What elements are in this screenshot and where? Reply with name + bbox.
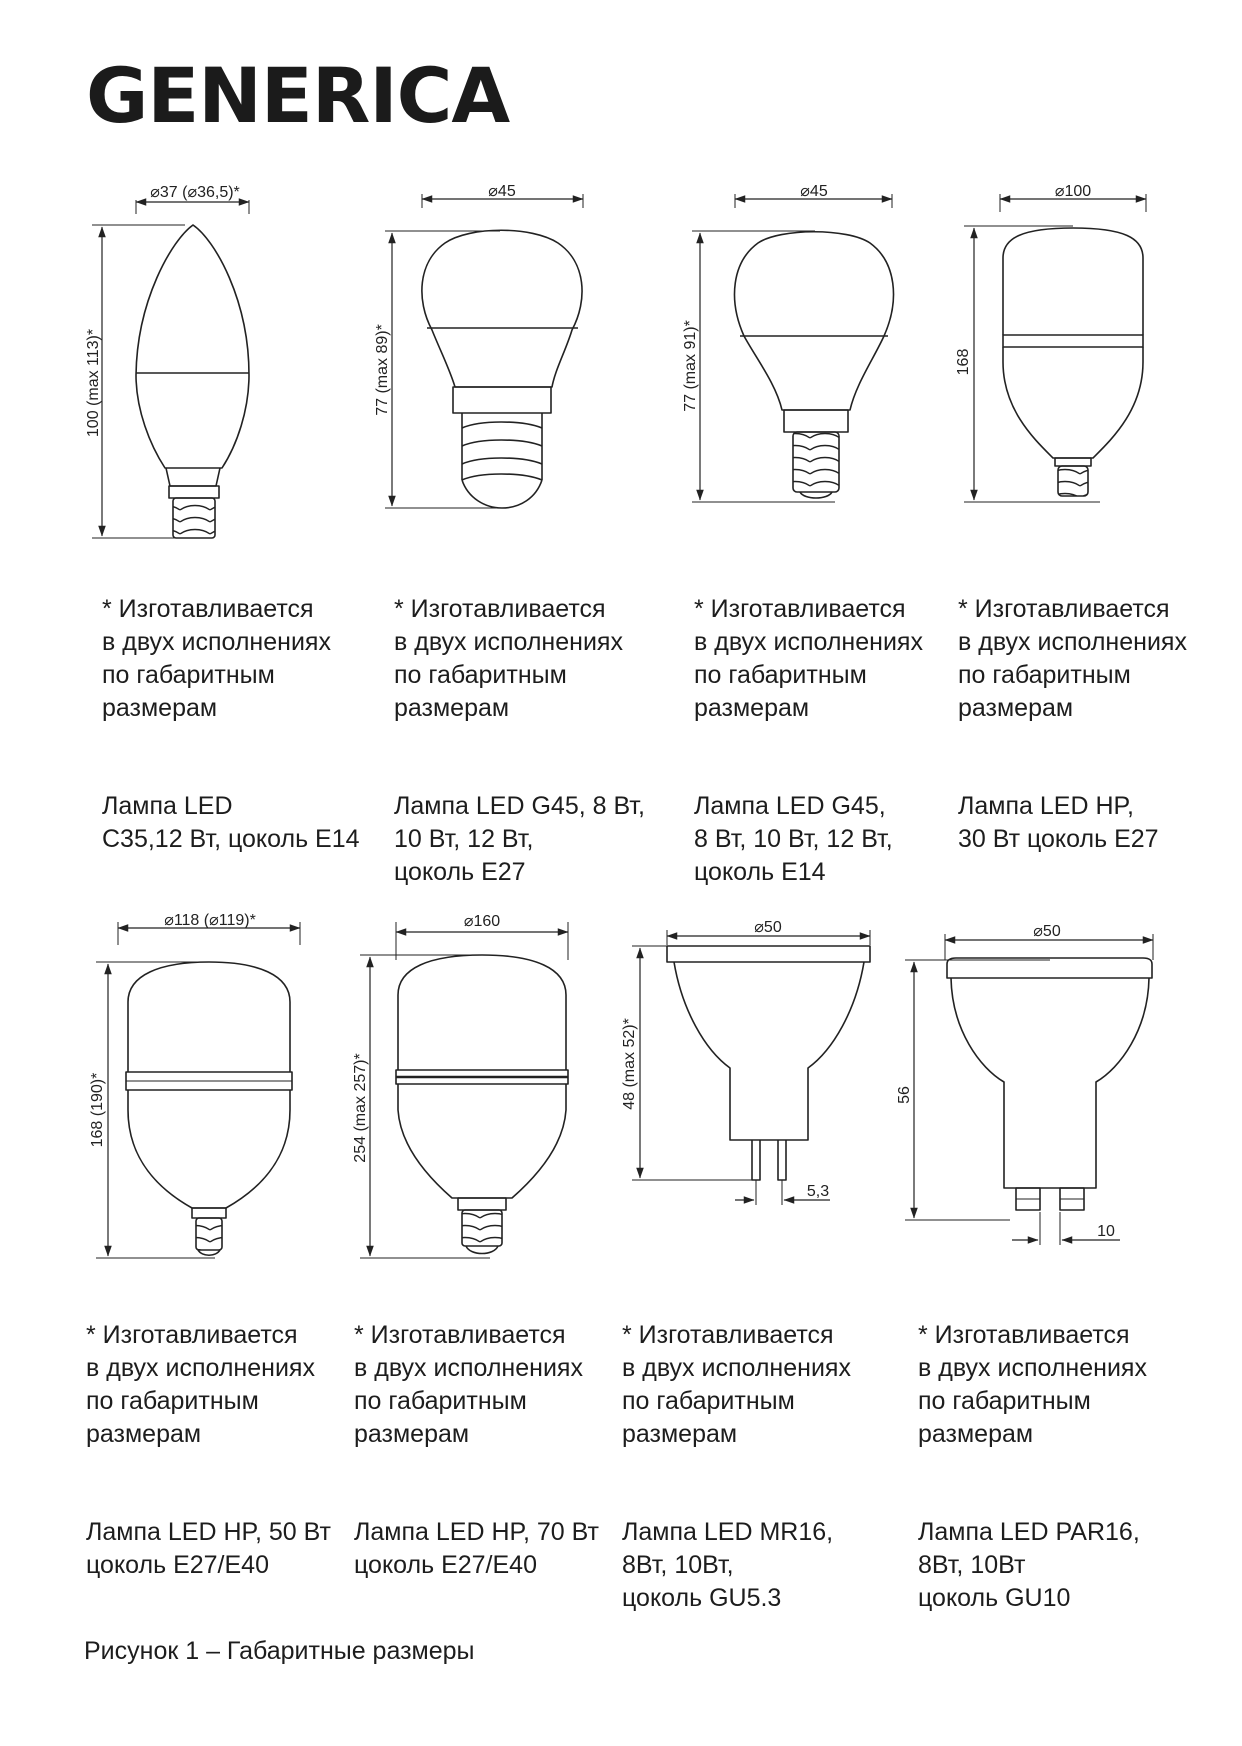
- lamp-note: * Изготавливается в двух исполнениях по габаритным размерам: [86, 1321, 315, 1448]
- lamp-note: * Изготавливается в двух исполнениях по габаритным размерам: [394, 595, 623, 722]
- lamp-caption: [918, 1286, 1147, 1648]
- lamp-g45-e14-drawing: [682, 183, 893, 502]
- lamp-note: * Изготавливается в двух исполнениях по габаритным размерам: [694, 595, 923, 722]
- lamp-caption: [86, 1286, 331, 1615]
- lamp-name: Лампа LED C35,12 Вт, цоколь E14: [102, 792, 360, 853]
- dim-height: 56: [896, 1086, 913, 1104]
- dim-diameter: ⌀45: [800, 183, 828, 200]
- lamp-note: * Изготавливается в двух исполнениях по габаритным размерам: [958, 595, 1187, 722]
- lamp-name: Лампа LED G45, 8 Вт, 10 Вт, 12 Вт, цоколь E27: [394, 792, 645, 886]
- lamp-name: Лампа LED HP, 50 Вт цоколь E27/E40: [86, 1518, 331, 1579]
- dim-height: 77 (max 91)*: [682, 320, 699, 412]
- dim-height: 168: [955, 348, 972, 376]
- lamp-note: * Изготавливается в двух исполнениях по габаритным размерам: [354, 1321, 583, 1448]
- dim-diameter: ⌀160: [463, 913, 501, 930]
- lamp-hp30-drawing: [955, 183, 1146, 502]
- dim-diameter: ⌀100: [1054, 183, 1092, 200]
- dim-height: 168 (190)*: [89, 1072, 106, 1148]
- dim-diameter: ⌀118 (⌀119)*: [164, 912, 256, 929]
- lamp-name: Лампа LED HP, 30 Вт цоколь E27: [958, 792, 1159, 853]
- dim-diameter: ⌀50: [754, 919, 782, 936]
- lamp-note: * Изготавливается в двух исполнениях по габаритным размерам: [622, 1321, 851, 1448]
- dim-diameter: ⌀50: [1033, 923, 1061, 940]
- lamp-caption: [694, 560, 923, 922]
- lamp-candle-drawing: [85, 184, 249, 538]
- dim-height: 48 (max 52)*: [621, 1018, 638, 1110]
- dim-height: 100 (max 113)*: [85, 328, 102, 438]
- dim-height: 77 (max 89)*: [374, 324, 391, 416]
- lamp-name: Лампа LED G45, 8 Вт, 10 Вт, 12 Вт, цоколь E14: [694, 792, 893, 886]
- lamp-caption: [394, 560, 645, 922]
- lamp-caption: [622, 1286, 851, 1648]
- dim-diameter: ⌀45: [488, 183, 516, 200]
- lamp-note: * Изготавливается в двух исполнениях по габаритным размерам: [918, 1321, 1147, 1448]
- lamp-name: Лампа LED PAR16, 8Вт, 10Вт цоколь GU10: [918, 1518, 1140, 1612]
- dim-pin-spacing: 10: [1097, 1223, 1115, 1240]
- lamp-name: Лампа LED HP, 70 Вт цоколь E27/E40: [354, 1518, 599, 1579]
- dim-diameter: ⌀37 (⌀36,5)*: [150, 184, 240, 201]
- lamp-caption: [102, 560, 360, 889]
- dim-height: 254 (max 257)*: [352, 1053, 369, 1163]
- lamp-name: Лампа LED MR16, 8Вт, 10Вт, цоколь GU5.3: [622, 1518, 834, 1612]
- figure-caption: Рисунок 1 – Габаритные размеры: [84, 1637, 475, 1665]
- lamp-hp50-drawing: [89, 912, 300, 1258]
- lamp-mr16-drawing: [621, 919, 870, 1205]
- dim-pin-spacing: 5,3: [806, 1183, 830, 1200]
- lamp-par16-drawing: [896, 923, 1153, 1245]
- lamp-caption: [354, 1286, 599, 1615]
- lamp-note: * Изготавливается в двух исполнениях по габаритным размерам: [102, 595, 331, 722]
- lamp-g45-e27-drawing: [374, 183, 583, 508]
- lamp-hp70-drawing: [352, 913, 568, 1258]
- lamp-caption: [958, 560, 1187, 889]
- brand-logo: GENERICA: [86, 51, 510, 140]
